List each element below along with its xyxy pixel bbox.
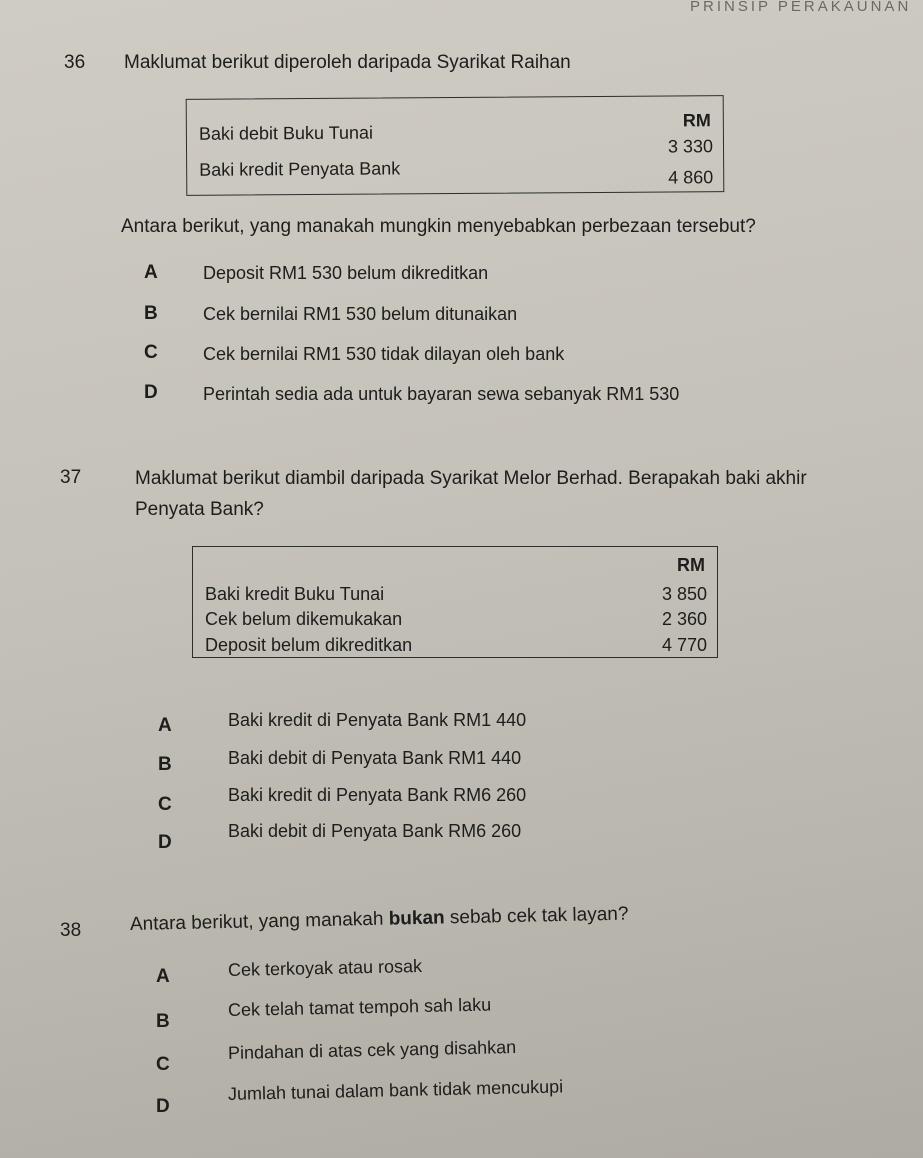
option-text: Baki kredit di Penyata Bank RM1 440	[228, 710, 527, 730]
option-text: Cek bernilai RM1 530 belum ditunaikan	[203, 304, 518, 324]
row-value: 3 850	[661, 584, 707, 604]
row-value: 4 860	[668, 167, 714, 188]
question-number: 38	[60, 920, 82, 941]
row-label: Baki kredit Buku Tunai	[205, 584, 385, 604]
row-label: Cek belum dikemukakan	[205, 609, 403, 629]
page-header-title: PRINSIP PERAKAUNAN	[690, 0, 912, 15]
table-row	[193, 609, 717, 633]
option-text: Baki debit di Penyata Bank RM6 260	[228, 821, 522, 841]
question-text-emphasis: bukan	[388, 907, 445, 930]
table-row	[187, 167, 723, 195]
table-row	[193, 635, 717, 659]
option-text: Cek telah tamat tempoh sah laku	[227, 994, 492, 1020]
info-table	[192, 546, 718, 658]
question-number: 37	[60, 467, 82, 488]
option-text: Baki kredit di Penyata Bank RM6 260	[228, 785, 527, 805]
option-letter: B	[144, 303, 158, 324]
row-value: 4 770	[661, 635, 707, 655]
info-table	[186, 95, 725, 196]
option-letter: C	[158, 794, 172, 815]
row-value: 2 360	[661, 609, 707, 629]
row-label: Baki kredit Penyata Bank	[199, 158, 401, 180]
option-letter: D	[158, 832, 172, 853]
question-text	[130, 902, 629, 937]
question-prompt: Antara berikut, yang manakah mungkin menyebabkan perbezaan tersebut?	[121, 216, 756, 237]
row-label: Deposit belum dikreditkan	[205, 635, 413, 655]
question-text-before: Antara berikut, yang manakah	[129, 908, 389, 935]
option-letter: D	[156, 1096, 170, 1117]
table-row	[193, 584, 717, 608]
option-text: Cek bernilai RM1 530 tidak dilayan oleh bank	[203, 344, 565, 364]
option-letter: A	[158, 715, 172, 736]
option-text: Cek terkoyak atau rosak	[227, 955, 423, 980]
question-text-after: sebab cek tak layan?	[444, 903, 629, 929]
question-text-line-2: Penyata Bank?	[135, 499, 264, 520]
option-letter: C	[144, 342, 158, 363]
row-value: 3 330	[667, 136, 714, 157]
option-letter: C	[156, 1054, 170, 1075]
option-text: Perintah sedia ada untuk bayaran sewa sebanyak RM1 530	[203, 384, 680, 404]
option-letter: A	[156, 966, 170, 987]
option-letter: B	[156, 1011, 170, 1032]
question-number: 36	[64, 52, 86, 73]
row-label: Baki debit Buku Tunai	[198, 122, 374, 144]
question-text: Maklumat berikut diperoleh daripada Syarikat Raihan	[124, 52, 571, 73]
option-letter: A	[144, 262, 158, 283]
currency-header: RM	[682, 110, 711, 131]
option-text: Pindahan di atas cek yang disahkan	[227, 1036, 517, 1063]
option-letter: D	[144, 382, 158, 403]
option-text: Deposit RM1 530 belum dikreditkan	[203, 263, 489, 283]
option-letter: B	[158, 754, 172, 775]
question-text-line-1: Maklumat berikut diambil daripada Syarikat Melor Berhad. Berapakah baki akhir	[135, 468, 807, 489]
option-text: Jumlah tunai dalam bank tidak mencukupi	[227, 1076, 564, 1104]
currency-header: RM	[677, 555, 705, 575]
option-text: Baki debit di Penyata Bank RM1 440	[228, 748, 522, 768]
